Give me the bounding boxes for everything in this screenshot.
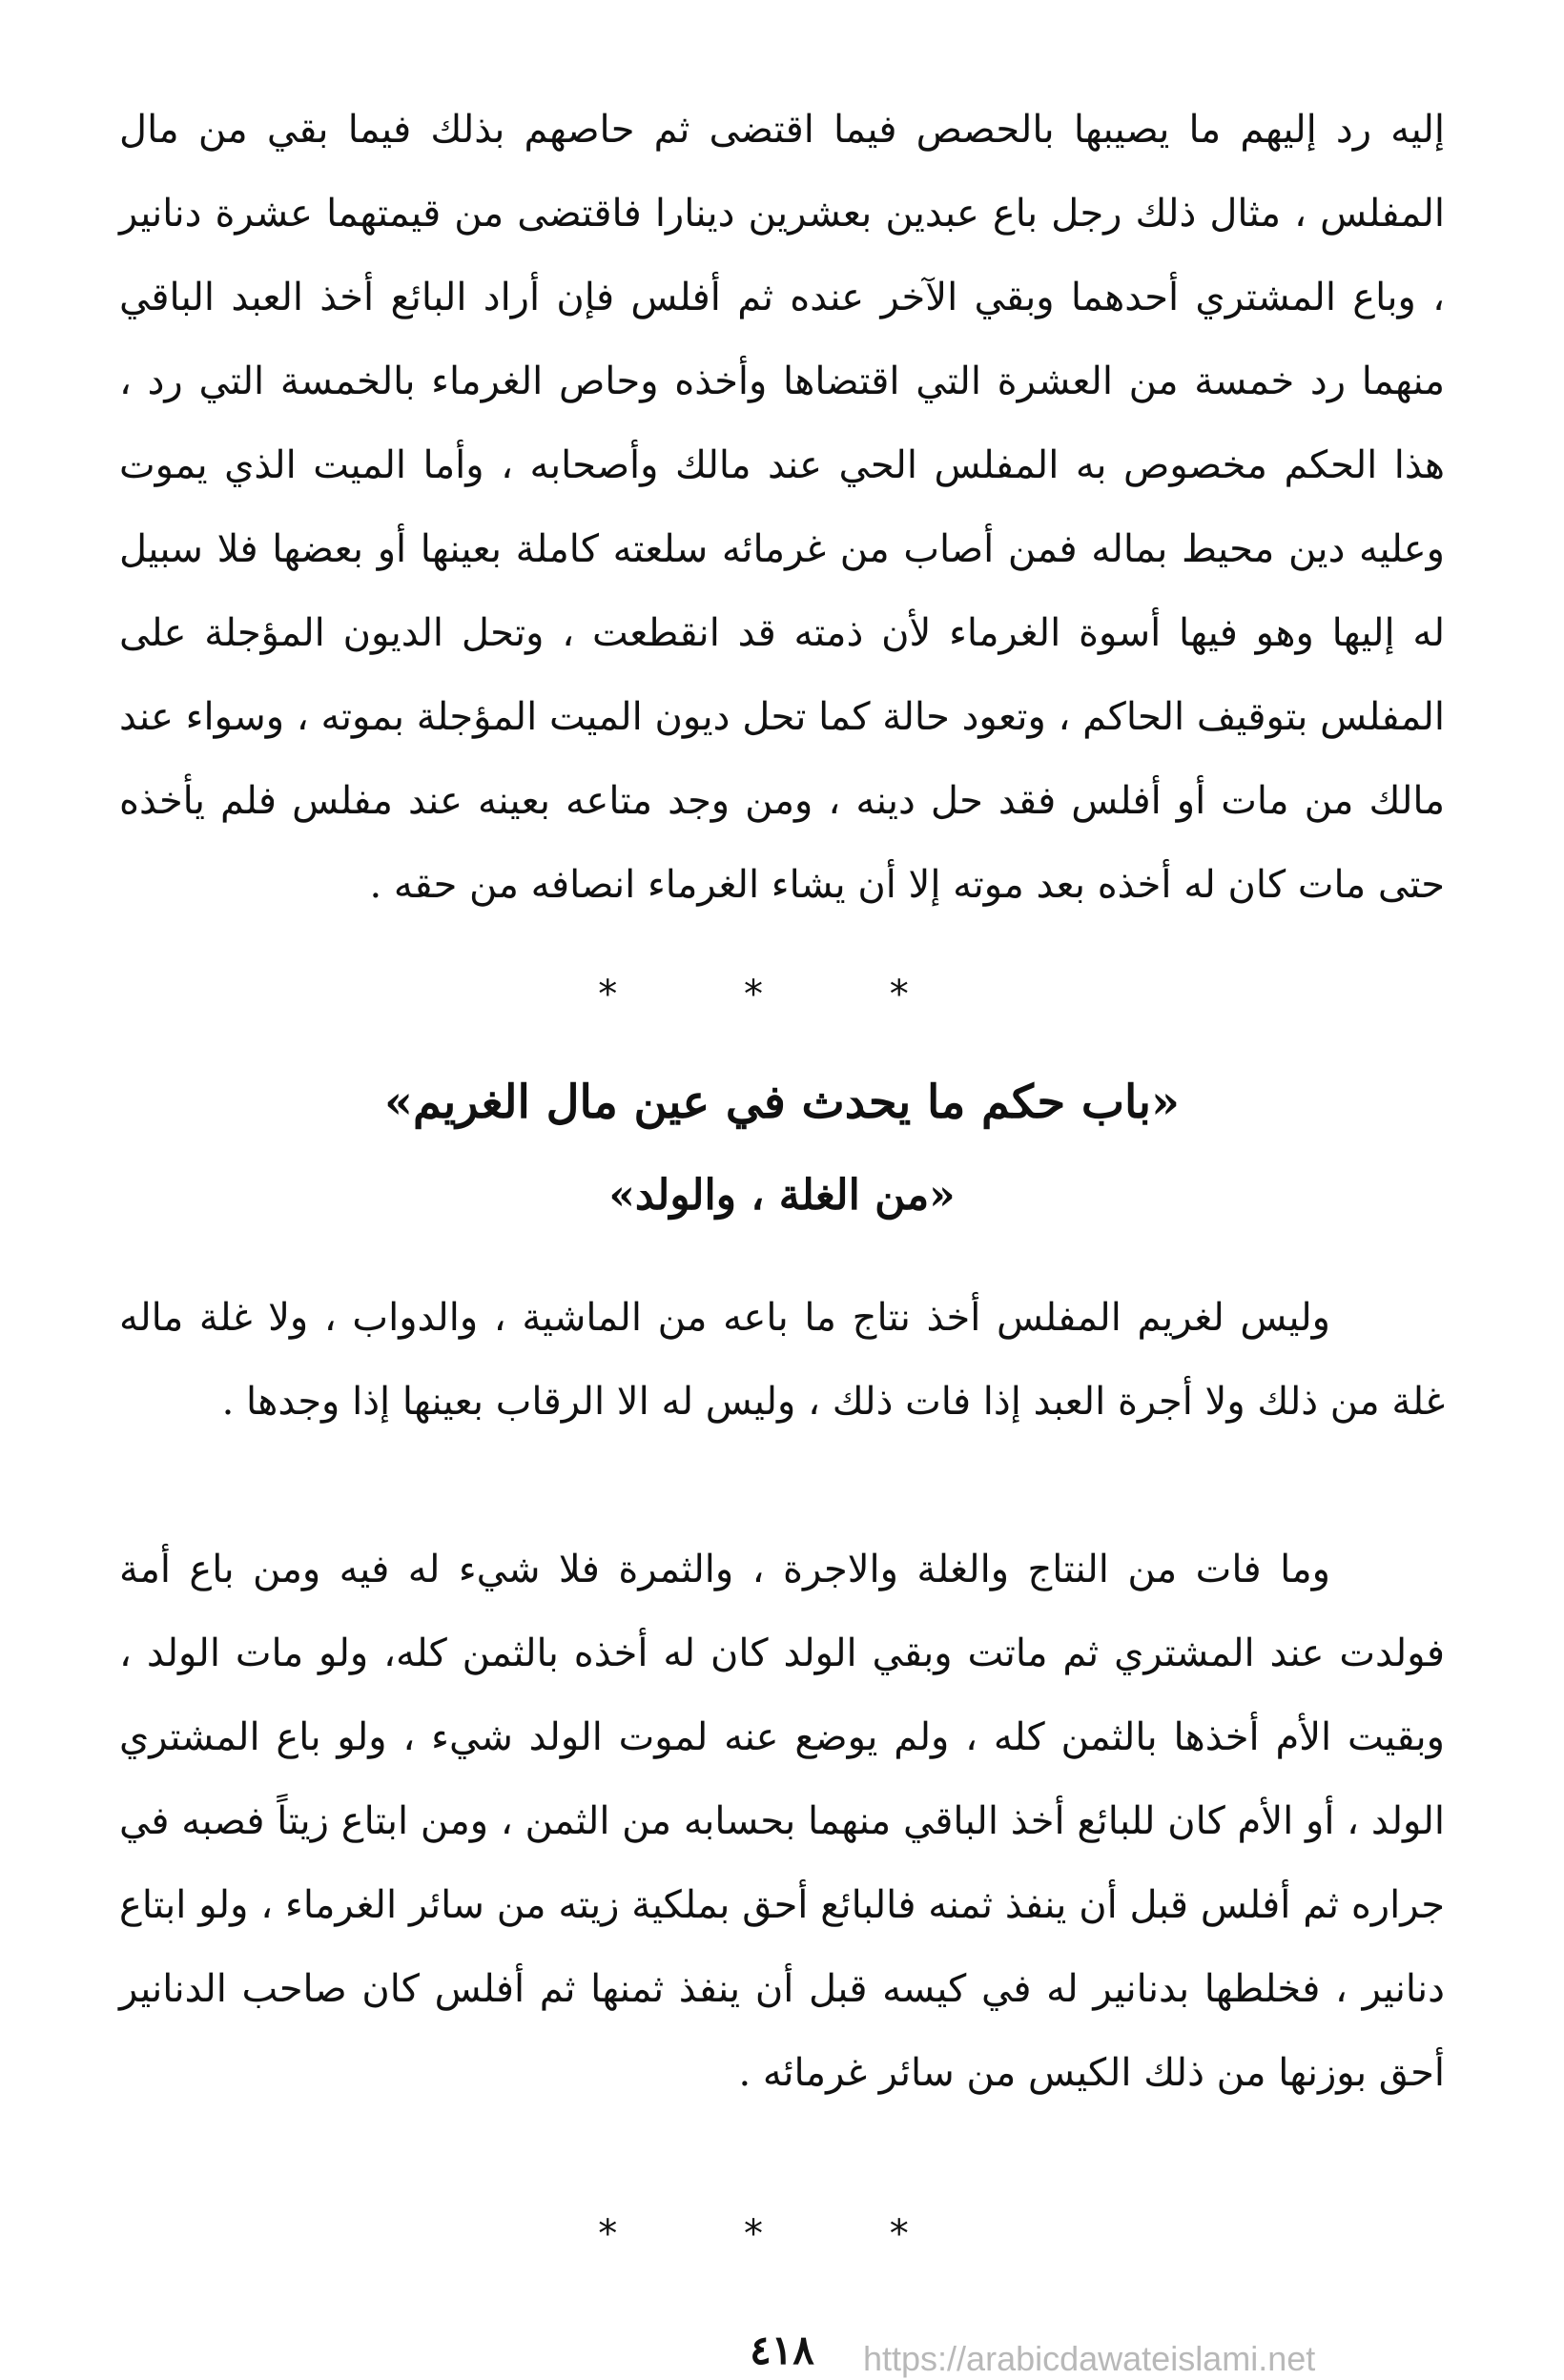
watermark-url: https://arabicdawateislami.net — [863, 2339, 1316, 2378]
section-separator-bottom: * * * — [598, 2212, 966, 2256]
section-separator-top: * * * — [598, 973, 966, 1016]
paragraph-2-text: وليس لغريم المفلس أخذ نتاج ما باعه من الماشية ، والدواب ، ولا غلة ماله غلة من ذلك ولا أجرة العبد إذا فات ذلك ، وليس له الا الرقاب بعينها إذا وجدها . — [119, 1296, 1445, 1424]
paragraph-2 — [119, 1276, 1445, 1444]
paragraph-3 — [119, 1528, 1445, 2115]
section-subheading: «من الغلة ، والولد» — [608, 1171, 956, 1220]
section-heading: «باب حكم ما يحدث في عين مال الغريم» — [383, 1076, 1181, 1129]
paragraph-3-text: وما فات من النتاج والغلة والاجرة ، والثمرة فلا شيء له فيه ومن باع أمة فولدت عند المشتري ثم ماتت وبقي الولد كان له أخذه بالثمن كله، ولو مات الولد ، وبقيت الأم أخذها بالثمن كله ، ولم يوضع عنه لموت الولد شيء ، ولو باع المشتري الولد ، أو الأم كان للبائع أخذ الباقي منهما بحسابه من الثمن ، ومن ابتاع زيتاً فصبه في جراره ثم أفلس قبل أن ينفذ ثمنه فالبائع أحق بملكية زيته من سائر الغرماء ، ولو ابتاع دنانير ، فخلطها بدنانير له في كيسه قبل أن ينفذ ثمنها ثم أفلس كان صاحب الدنانير أحق بوزنها من ذلك الكيس من سائر غرمائه . — [119, 1548, 1445, 2095]
page-number: ٤١٨ — [750, 2327, 814, 2373]
paragraph-1 — [119, 88, 1445, 927]
paragraph-1-text: إليه رد إليهم ما يصيبها بالحصص فيما اقتضى ثم حاصهم بذلك فيما بقي من مال المفلس ، مثال ذلك رجل باع عبدين بعشرين دينارا فاقتضى من قيمتهما عشرة دنانير ، وباع المشتري أحدهما وبقي الآخر عنده ثم أفلس فإن أراد البائع أخذ العبد الباقي منهما رد خمسة من العشرة التي اقتضاها وأخذه وحاص الغرماء بالخمسة التي رد ، هذا الحكم مخصوص به المفلس الحي عند مالك وأصحابه ، وأما الميت الذي يموت وعليه دين محيط بماله فمن أصاب من غرمائه سلعته كاملة بعينها أو بعضها فلا سبيل له إليها وهو فيها أسوة الغرماء لأن ذمته قد انقطعت ، وتحل الديون المؤجلة على المفلس بتوقيف الحاكم ، وتعود حالة كما تحل ديون الميت المؤجلة بموته ، وسواء عند مالك من مات أو أفلس فقد حل دينه ، ومن وجد متاعه بعينه عند مفلس فلم يأخذه حتى مات كان له أخذه بعد موته إلا أن يشاء الغرماء انصافه من حقه . — [119, 108, 1445, 907]
